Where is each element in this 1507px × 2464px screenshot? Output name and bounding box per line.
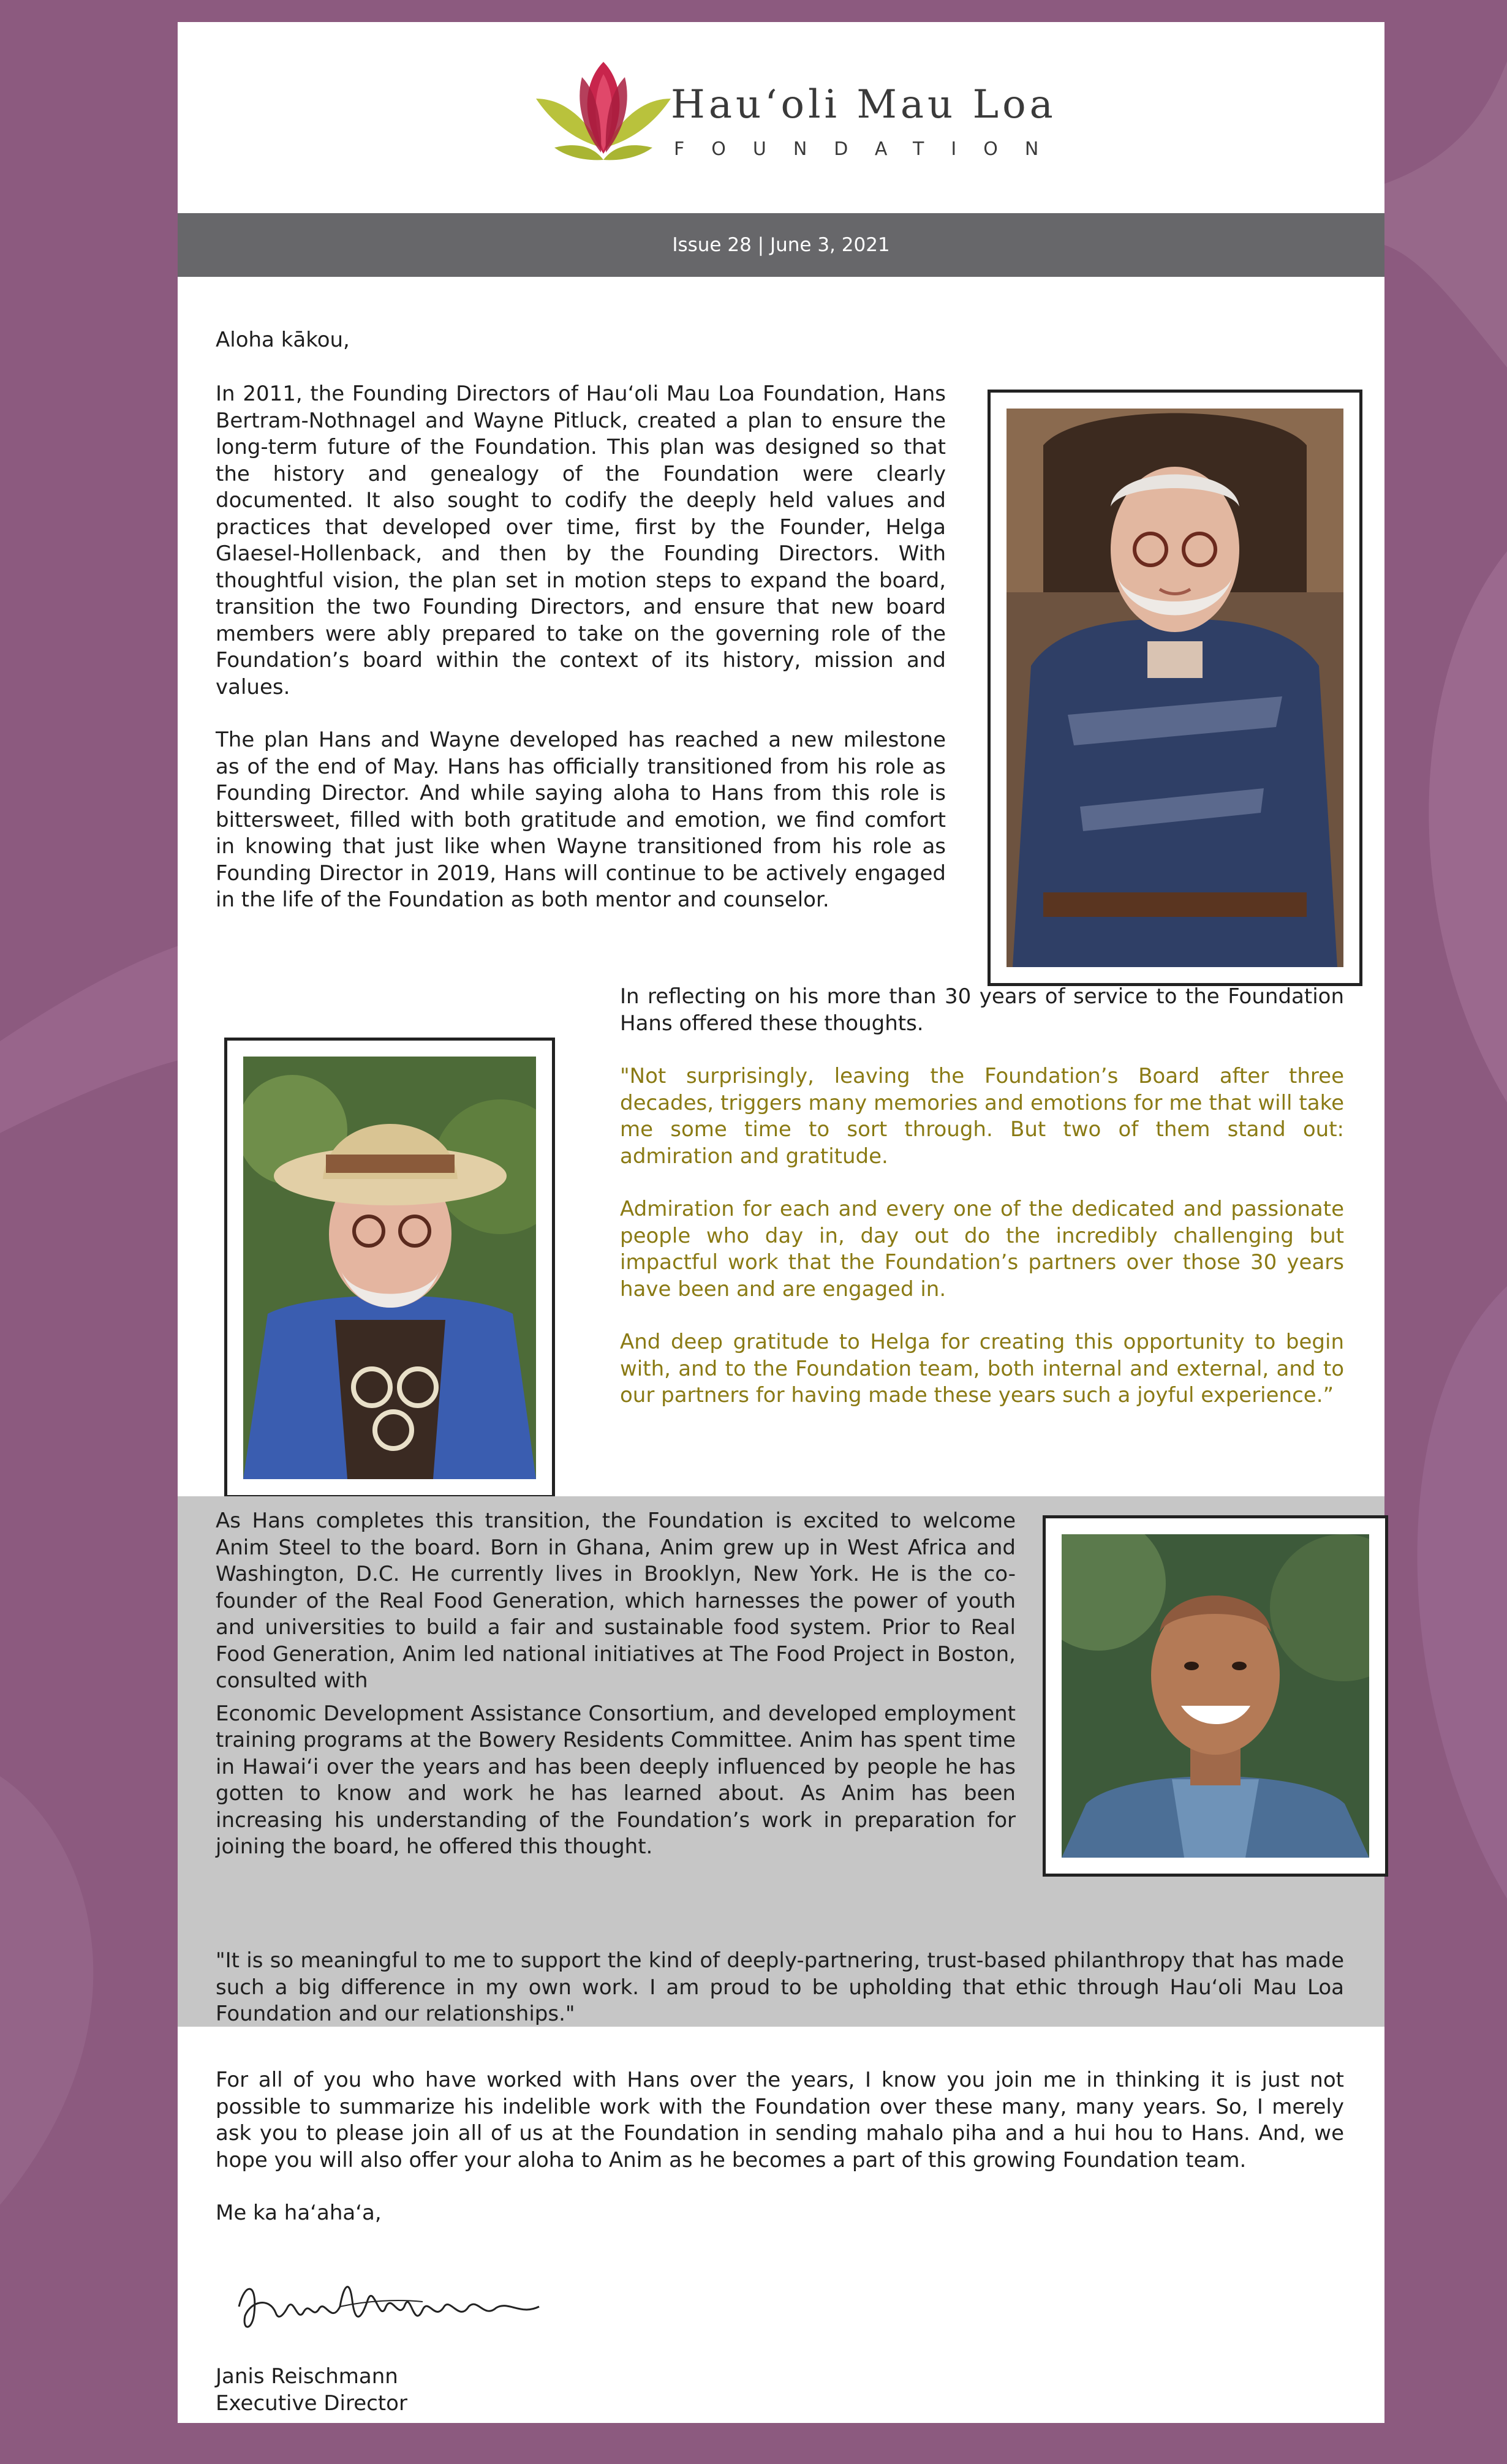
newsletter-page	[178, 22, 1384, 2423]
brand-name: Hau‘oli Mau Loa	[671, 82, 1057, 127]
intro-text	[216, 381, 946, 914]
hans-quote-2: Admiration for each and every one of the dedicated and passionate people who day in, day out do the incredibly challenging but impactful work that the Foundation’s partners over those 30 years have been and are engaged in.	[620, 1197, 1344, 1302]
closing-paragraph: For all of you who have worked with Hans over the years, I know you join me in thinking it is just not possible to summarize his indelible work with the Foundation over these many, many years. So, I merely ask you to please join all of us at the Foundation in sending mahalo piha and a hui hou to Hans. And, we hope you will also offer your aloha to Anim as he becomes a part of this growing Foundation team.	[216, 2068, 1344, 2172]
brand-subtitle: FOUNDATION	[674, 138, 1066, 160]
hans-photo	[988, 390, 1362, 986]
header	[178, 22, 1384, 212]
anim-paragraph-a: As Hans completes this transition, the Foundation is excited to welcome Anim Steel to the board. Born in Ghana, Anim grew up in West Africa and Washington, D.C. He currently lives in Brooklyn, New York. He is the co-founder of the Real Food Generation, which harnesses the power of youth and universities to build a fair and sustainable food system. Prior to Real Food Generation, Anim led national initiatives at The Food Project in Boston, consulted with	[216, 1509, 1016, 1693]
anim-paragraph-b: Economic Development Assistance Consortium, and developed employment training programs at the Bowery Residents Committee. Anim has spent time in Hawai‘i over the years and has been deeply influenced by people he has gotten to know and work he has learned about. As Anim has been increasing his understanding of the Foundation’s work in preparation for joining the board, he offered this thought.	[216, 1701, 1016, 1859]
hans-quote-1: "Not surprisingly, leaving the Foundation’s Board after three decades, triggers many memories and emotions for me that will take me some time to sort through. But two of them stand out: admiration and gratitude.	[620, 1064, 1344, 1169]
hans-hat-portrait-image	[243, 1057, 536, 1479]
greeting: Aloha kākou,	[216, 328, 350, 352]
anim-portrait-image	[1062, 1534, 1369, 1858]
issue-bar: Issue 28 | June 3, 2021	[178, 213, 1384, 277]
reflection-intro: In reflecting on his more than 30 years of service to the Foundation Hans offered these thoughts.	[620, 984, 1344, 1036]
lotus-logo-icon	[530, 56, 677, 172]
signer-title: Executive Director	[216, 2391, 407, 2416]
anim-intro-text	[216, 1508, 1016, 1861]
hans-hat-photo	[224, 1038, 555, 1498]
paragraph-2: The plan Hans and Wayne developed has reached a new milestone as of the end of May. Hans has officially transitioned from his role as Founding Director. And while saying aloha to Hans from this role is bittersweet, filled with both gratitude and emotion, we find comfort in knowing that just like when Wayne transitioned from his role as Founding Director in 2019, Hans will continue to be actively engaged in the life of the Foundation as both mentor and counselor.	[216, 728, 946, 912]
signer-name: Janis Reischmann	[216, 2364, 398, 2389]
closing-text	[216, 2067, 1344, 2227]
hans-quote-3: And deep gratitude to Helga for creating this opportunity to begin with, and to the Foundation team, both internal and external, and to our partners for having made these years such a joyful experience.”	[620, 1330, 1344, 1407]
signoff: Me ka ha‘aha‘a,	[216, 2201, 382, 2225]
signer-block	[216, 2364, 767, 2417]
reflection-text	[620, 984, 1344, 1409]
hans-portrait-image	[1007, 409, 1343, 967]
signature-image	[227, 2264, 570, 2343]
paragraph-1: In 2011, the Founding Directors of Hau‘oli Mau Loa Foundation, Hans Bertram-Nothnagel and Wayne Pitluck, created a plan to ensure the long-term future of the Foundation. This plan was designed so that the history and genealogy of the Foundation were clearly documented. It also sought to codify the deeply held values and practices that developed over time, first by the Founder, Helga Glaesel-Hollenback, and then by the Founding Directors. With thoughtful vision, the plan set in motion steps to expand the board, transition the two Founding Directors, and ensure that new board members were ably prepared to take on the governing role of the Foundation’s board within the context of its history, mission and values.	[216, 382, 946, 699]
anim-photo	[1043, 1515, 1388, 1877]
anim-quote: "It is so meaningful to me to support the kind of deeply-partnering, trust-based philanthropy that has made such a big difference in my own work. I am proud to be upholding that ethic through Hau‘oli Mau Loa Foundation and our relationships."	[216, 1948, 1344, 2026]
